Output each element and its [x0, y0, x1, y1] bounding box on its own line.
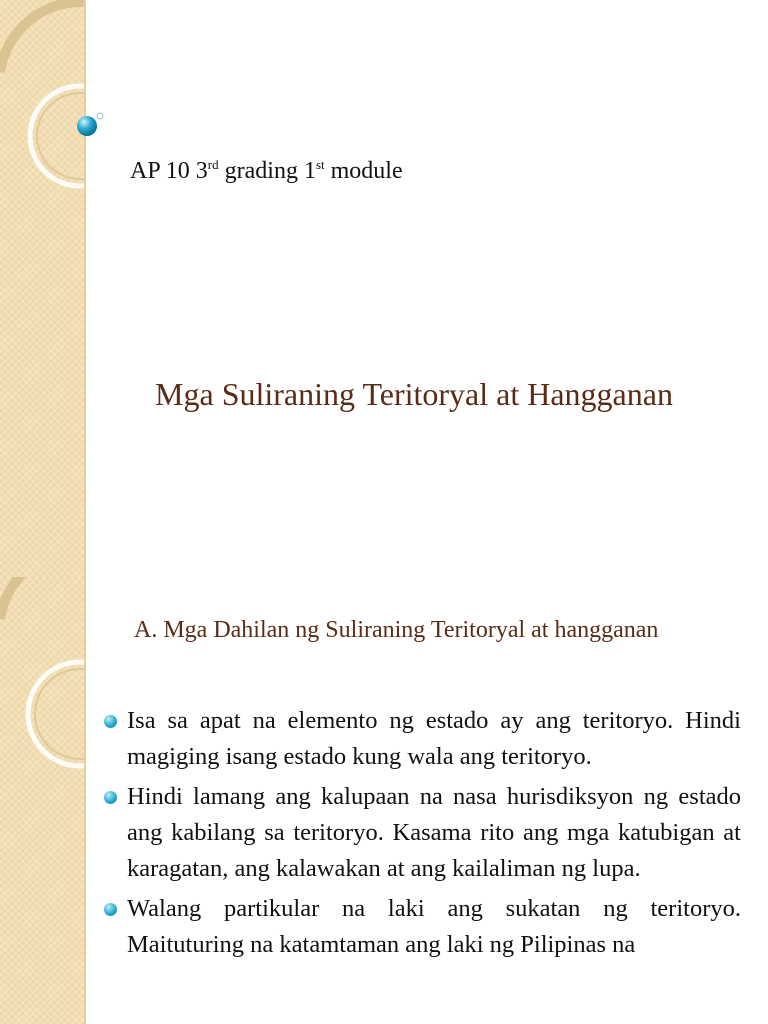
blue-orb-icon — [70, 106, 110, 146]
subtitle-text: grading 1 — [218, 158, 316, 184]
decorative-side-band — [0, 577, 86, 1024]
bullet-dot-icon — [104, 791, 117, 804]
subtitle-superscript: rd — [207, 157, 219, 172]
list-item — [104, 779, 741, 887]
section-heading: A. Mga Dahilan ng Suliraning Teritoryal at hangganan — [134, 617, 659, 643]
subtitle-text: AP 10 3 — [130, 158, 208, 184]
slide-title: Mga Suliraning Teritoryal at Hangganan — [155, 376, 673, 412]
list-item — [104, 891, 741, 963]
subtitle-superscript: st — [315, 157, 325, 172]
list-item-text: Isa sa apat na elemento ng estado ay ang teritoryo. Hindi magiging isang estado kung wala ang teritoryo. — [127, 707, 741, 770]
list-item-text: Hindi lamang ang kalupaan na nasa hurisdiksyon ng estado ang kabilang sa teritoryo. Kasama rito ang mga katubigan at karagatan, ang kalawakan at ang kailaliman ng lupa. — [127, 783, 741, 882]
bullet-dot-icon — [104, 903, 117, 916]
decorative-rings-icon — [0, 0, 84, 577]
list-item — [104, 703, 741, 775]
list-item-text: Walang partikular na laki ang sukatan ng teritoryo. Maituturing na katamtaman ang laki ng Pilipinas na — [127, 895, 741, 958]
decorative-side-band — [0, 0, 86, 577]
decorative-rings-icon — [0, 577, 84, 1024]
subtitle-text: module — [324, 158, 403, 184]
slide-subtitle — [130, 158, 403, 185]
bullet-list — [104, 703, 741, 967]
slide-2 — [0, 577, 768, 1024]
bullet-dot-icon — [104, 715, 117, 728]
